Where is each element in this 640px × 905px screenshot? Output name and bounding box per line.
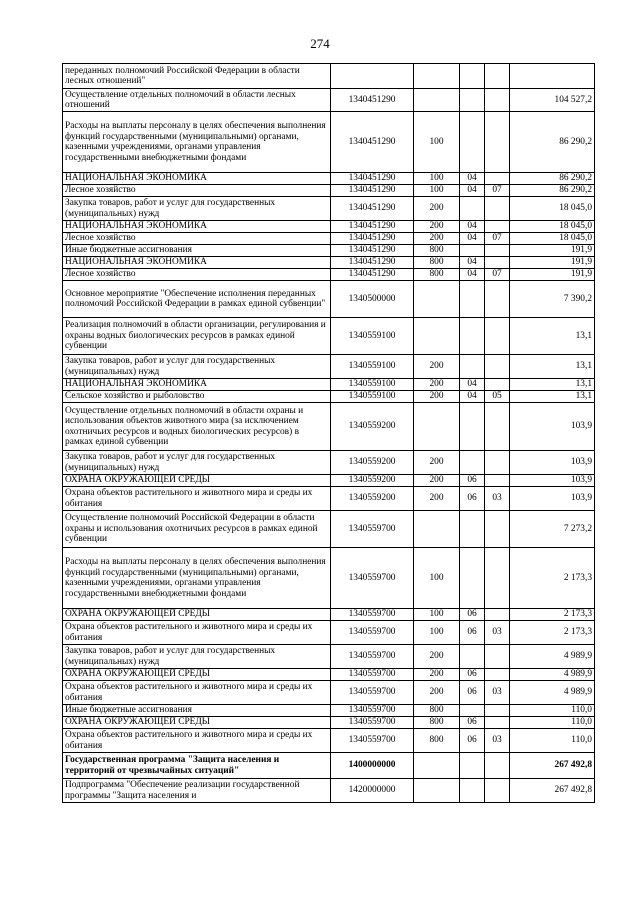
table-row bbox=[63, 269, 595, 281]
row-subsection-code bbox=[485, 548, 510, 609]
table-row bbox=[63, 379, 595, 391]
row-expense-type-code: 800 bbox=[414, 245, 460, 257]
row-name: Лесное хозяйство bbox=[63, 233, 331, 245]
row-expense-type-code bbox=[414, 779, 460, 803]
table-row bbox=[63, 233, 595, 245]
row-expense-type-code: 200 bbox=[414, 669, 460, 681]
row-subsection-code bbox=[485, 705, 510, 717]
row-section-code: 04 bbox=[460, 233, 485, 245]
row-section-code bbox=[460, 64, 485, 89]
row-amount: 2 173,3 bbox=[510, 548, 595, 609]
row-subsection-code bbox=[485, 197, 510, 221]
row-expense-type-code: 800 bbox=[414, 729, 460, 753]
row-section-code bbox=[460, 779, 485, 803]
row-subsection-code bbox=[485, 379, 510, 391]
row-amount: 18 045,0 bbox=[510, 221, 595, 233]
row-section-code bbox=[460, 245, 485, 257]
row-expense-type-code: 200 bbox=[414, 197, 460, 221]
table-row bbox=[63, 173, 595, 185]
row-name: НАЦИОНАЛЬНАЯ ЭКОНОМИКА bbox=[63, 173, 331, 185]
row-expense-type-code: 200 bbox=[414, 645, 460, 669]
row-target-article-code: 1340559700 bbox=[331, 669, 414, 681]
row-name: Закупка товаров, работ и услуг для государственных (муниципальных) нужд bbox=[63, 355, 331, 379]
row-name: Иные бюджетные ассигнования bbox=[63, 245, 331, 257]
row-target-article-code: 1340451290 bbox=[331, 269, 414, 281]
row-subsection-code bbox=[485, 403, 510, 451]
row-name: Закупка товаров, работ и услуг для государственных (муниципальных) нужд bbox=[63, 645, 331, 669]
row-amount: 13,1 bbox=[510, 379, 595, 391]
row-subsection-code bbox=[485, 257, 510, 269]
row-expense-type-code bbox=[414, 511, 460, 548]
row-section-code: 06 bbox=[460, 475, 485, 487]
row-name: ОХРАНА ОКРУЖАЮЩЕЙ СРЕДЫ bbox=[63, 717, 331, 729]
row-amount: 191,9 bbox=[510, 245, 595, 257]
row-subsection-code bbox=[485, 355, 510, 379]
row-subsection-code: 05 bbox=[485, 391, 510, 403]
row-subsection-code bbox=[485, 753, 510, 779]
row-expense-type-code bbox=[414, 89, 460, 112]
table-row bbox=[63, 245, 595, 257]
table-row bbox=[63, 705, 595, 717]
row-name: Охрана объектов растительного и животного мира и среды их обитания bbox=[63, 681, 331, 705]
row-expense-type-code: 800 bbox=[414, 257, 460, 269]
row-section-code: 06 bbox=[460, 669, 485, 681]
row-section-code: 04 bbox=[460, 221, 485, 233]
row-amount: 267 492,8 bbox=[510, 779, 595, 803]
row-subsection-code: 07 bbox=[485, 233, 510, 245]
row-target-article-code: 1340451290 bbox=[331, 221, 414, 233]
row-expense-type-code: 800 bbox=[414, 717, 460, 729]
row-target-article-code: 1340559100 bbox=[331, 318, 414, 355]
row-subsection-code bbox=[485, 221, 510, 233]
row-section-code bbox=[460, 318, 485, 355]
row-subsection-code bbox=[485, 511, 510, 548]
row-amount: 103,9 bbox=[510, 451, 595, 475]
row-target-article-code: 1340559700 bbox=[331, 645, 414, 669]
row-amount: 13,1 bbox=[510, 355, 595, 379]
row-name: Иные бюджетные ассигнования bbox=[63, 705, 331, 717]
row-amount: 110,0 bbox=[510, 717, 595, 729]
row-name: Осуществление отдельных полномочий в области охраны и использования объектов животного мира (за исключением охотничьих ресурсов и водных биологических ресурсов) в рамках единой субвенции bbox=[63, 403, 331, 451]
table-row bbox=[63, 779, 595, 803]
row-subsection-code: 03 bbox=[485, 487, 510, 511]
row-amount: 86 290,2 bbox=[510, 112, 595, 173]
row-amount: 18 045,0 bbox=[510, 197, 595, 221]
row-section-code: 06 bbox=[460, 681, 485, 705]
row-expense-type-code: 200 bbox=[414, 233, 460, 245]
row-target-article-code: 1340451290 bbox=[331, 173, 414, 185]
row-name: ОХРАНА ОКРУЖАЮЩЕЙ СРЕДЫ bbox=[63, 475, 331, 487]
row-name: НАЦИОНАЛЬНАЯ ЭКОНОМИКА bbox=[63, 257, 331, 269]
row-expense-type-code: 800 bbox=[414, 705, 460, 717]
row-section-code: 06 bbox=[460, 621, 485, 645]
row-target-article-code: 1400000000 bbox=[331, 753, 414, 779]
table-row bbox=[63, 197, 595, 221]
row-target-article-code: 1340559700 bbox=[331, 548, 414, 609]
page-number: 274 bbox=[310, 36, 330, 51]
row-section-code: 06 bbox=[460, 487, 485, 511]
row-expense-type-code: 200 bbox=[414, 379, 460, 391]
row-section-code: 04 bbox=[460, 257, 485, 269]
row-target-article-code: 1340559100 bbox=[331, 355, 414, 379]
table-row bbox=[63, 451, 595, 475]
row-target-article-code: 1340559700 bbox=[331, 621, 414, 645]
row-section-code bbox=[460, 403, 485, 451]
row-expense-type-code: 100 bbox=[414, 185, 460, 197]
row-subsection-code bbox=[485, 64, 510, 89]
row-amount: 86 290,2 bbox=[510, 185, 595, 197]
row-subsection-code bbox=[485, 609, 510, 621]
row-subsection-code bbox=[485, 245, 510, 257]
table-row bbox=[63, 403, 595, 451]
row-section-code bbox=[460, 112, 485, 173]
row-name: Лесное хозяйство bbox=[63, 185, 331, 197]
row-amount: 103,9 bbox=[510, 475, 595, 487]
row-target-article-code: 1340451290 bbox=[331, 112, 414, 173]
table-row bbox=[63, 64, 595, 89]
row-amount: 18 045,0 bbox=[510, 233, 595, 245]
row-section-code: 04 bbox=[460, 379, 485, 391]
row-section-code bbox=[460, 89, 485, 112]
row-target-article-code: 1340451290 bbox=[331, 245, 414, 257]
row-expense-type-code: 200 bbox=[414, 487, 460, 511]
row-section-code bbox=[460, 197, 485, 221]
row-name: ОХРАНА ОКРУЖАЮЩЕЙ СРЕДЫ bbox=[63, 669, 331, 681]
row-target-article-code: 1340559100 bbox=[331, 391, 414, 403]
row-target-article-code: 1340451290 bbox=[331, 197, 414, 221]
row-subsection-code bbox=[485, 475, 510, 487]
row-amount: 267 492,8 bbox=[510, 753, 595, 779]
row-target-article-code: 1340559700 bbox=[331, 609, 414, 621]
table-row bbox=[63, 717, 595, 729]
row-expense-type-code: 100 bbox=[414, 112, 460, 173]
row-amount: 2 173,3 bbox=[510, 621, 595, 645]
table-row bbox=[63, 669, 595, 681]
row-section-code bbox=[460, 548, 485, 609]
row-subsection-code: 03 bbox=[485, 621, 510, 645]
row-target-article-code: 1340451290 bbox=[331, 233, 414, 245]
row-expense-type-code: 200 bbox=[414, 475, 460, 487]
row-amount: 7 273,2 bbox=[510, 511, 595, 548]
row-expense-type-code: 200 bbox=[414, 681, 460, 705]
row-subsection-code: 07 bbox=[485, 185, 510, 197]
row-name: ОХРАНА ОКРУЖАЮЩЕЙ СРЕДЫ bbox=[63, 609, 331, 621]
row-amount: 13,1 bbox=[510, 391, 595, 403]
row-expense-type-code bbox=[414, 64, 460, 89]
table-row bbox=[63, 185, 595, 197]
row-expense-type-code: 200 bbox=[414, 391, 460, 403]
row-name: Осуществление отдельных полномочий в области лесных отношений bbox=[63, 89, 331, 112]
row-section-code bbox=[460, 511, 485, 548]
row-subsection-code bbox=[485, 451, 510, 475]
row-amount: 104 527,2 bbox=[510, 89, 595, 112]
row-target-article-code: 1340451290 bbox=[331, 257, 414, 269]
row-section-code bbox=[460, 451, 485, 475]
budget-table bbox=[62, 63, 595, 803]
budget-table-body bbox=[63, 64, 595, 803]
row-expense-type-code: 100 bbox=[414, 621, 460, 645]
row-amount: 110,0 bbox=[510, 705, 595, 717]
row-name: НАЦИОНАЛЬНАЯ ЭКОНОМИКА bbox=[63, 221, 331, 233]
row-subsection-code: 07 bbox=[485, 269, 510, 281]
row-section-code: 04 bbox=[460, 391, 485, 403]
row-target-article-code: 1340559200 bbox=[331, 475, 414, 487]
row-target-article-code: 1340451290 bbox=[331, 185, 414, 197]
row-amount: 7 390,2 bbox=[510, 281, 595, 318]
row-expense-type-code bbox=[414, 281, 460, 318]
row-expense-type-code: 800 bbox=[414, 269, 460, 281]
row-subsection-code bbox=[485, 717, 510, 729]
row-subsection-code bbox=[485, 173, 510, 185]
row-name: Охрана объектов растительного и животного мира и среды их обитания bbox=[63, 729, 331, 753]
row-amount: 103,9 bbox=[510, 487, 595, 511]
table-row bbox=[63, 281, 595, 318]
row-section-code: 06 bbox=[460, 717, 485, 729]
row-subsection-code bbox=[485, 669, 510, 681]
row-target-article-code: 1340559100 bbox=[331, 379, 414, 391]
row-target-article-code: 1340500000 bbox=[331, 281, 414, 318]
table-row bbox=[63, 681, 595, 705]
row-name: переданных полномочий Российской Федерации в области лесных отношений" bbox=[63, 64, 331, 89]
row-amount: 191,9 bbox=[510, 257, 595, 269]
row-subsection-code bbox=[485, 89, 510, 112]
table-row bbox=[63, 318, 595, 355]
row-amount: 2 173,3 bbox=[510, 609, 595, 621]
row-amount: 4 989,9 bbox=[510, 669, 595, 681]
row-amount bbox=[510, 64, 595, 89]
table-row bbox=[63, 753, 595, 779]
row-subsection-code bbox=[485, 779, 510, 803]
row-target-article-code: 1340451290 bbox=[331, 89, 414, 112]
table-row bbox=[63, 729, 595, 753]
row-subsection-code bbox=[485, 112, 510, 173]
row-name: Государственная программа "Защита населения и территорий от чрезвычайных ситуаций" bbox=[63, 753, 331, 779]
table-row bbox=[63, 89, 595, 112]
row-name: Реализация полномочий в области организации, регулирования и охраны водных биологических ресурсов в рамках единой субвенции bbox=[63, 318, 331, 355]
row-name: Охрана объектов растительного и животного мира и среды их обитания bbox=[63, 621, 331, 645]
row-target-article-code: 1340559700 bbox=[331, 511, 414, 548]
row-expense-type-code bbox=[414, 753, 460, 779]
row-expense-type-code bbox=[414, 403, 460, 451]
row-amount: 4 989,9 bbox=[510, 681, 595, 705]
row-section-code bbox=[460, 645, 485, 669]
table-row bbox=[63, 487, 595, 511]
row-target-article-code: 1340559700 bbox=[331, 681, 414, 705]
row-target-article-code: 1340559200 bbox=[331, 451, 414, 475]
row-amount: 13,1 bbox=[510, 318, 595, 355]
table-row bbox=[63, 609, 595, 621]
row-expense-type-code: 100 bbox=[414, 173, 460, 185]
row-section-code bbox=[460, 281, 485, 318]
row-subsection-code: 03 bbox=[485, 681, 510, 705]
row-expense-type-code: 200 bbox=[414, 221, 460, 233]
row-section-code bbox=[460, 753, 485, 779]
table-row bbox=[63, 221, 595, 233]
table-row bbox=[63, 548, 595, 609]
row-target-article-code: 1340559700 bbox=[331, 705, 414, 717]
table-row bbox=[63, 355, 595, 379]
table-row bbox=[63, 257, 595, 269]
row-target-article-code bbox=[331, 64, 414, 89]
row-name: Расходы на выплаты персоналу в целях обеспечения выполнения функций государственными (муниципальными) органами, казенными учреждениями, органами управления государственными внебюджетными фондами bbox=[63, 112, 331, 173]
row-name: Охрана объектов растительного и животного мира и среды их обитания bbox=[63, 487, 331, 511]
row-expense-type-code: 100 bbox=[414, 609, 460, 621]
row-section-code bbox=[460, 355, 485, 379]
row-section-code bbox=[460, 705, 485, 717]
row-amount: 86 290,2 bbox=[510, 173, 595, 185]
row-target-article-code: 1340559700 bbox=[331, 717, 414, 729]
row-expense-type-code bbox=[414, 318, 460, 355]
row-name: Подпрограмма "Обеспечение реализации государственной программы "Защита населения и bbox=[63, 779, 331, 803]
row-amount: 191,9 bbox=[510, 269, 595, 281]
row-amount: 110,0 bbox=[510, 729, 595, 753]
row-expense-type-code: 100 bbox=[414, 548, 460, 609]
row-section-code: 04 bbox=[460, 185, 485, 197]
table-row bbox=[63, 475, 595, 487]
row-subsection-code bbox=[485, 281, 510, 318]
row-name: Осуществление полномочий Российской Федерации в области охраны и использования охотничьих ресурсов в рамках единой субвенции bbox=[63, 511, 331, 548]
table-row bbox=[63, 621, 595, 645]
row-name: Лесное хозяйство bbox=[63, 269, 331, 281]
row-expense-type-code: 200 bbox=[414, 355, 460, 379]
row-name: Закупка товаров, работ и услуг для государственных (муниципальных) нужд bbox=[63, 451, 331, 475]
row-name: Закупка товаров, работ и услуг для государственных (муниципальных) нужд bbox=[63, 197, 331, 221]
row-target-article-code: 1340559200 bbox=[331, 487, 414, 511]
row-subsection-code bbox=[485, 318, 510, 355]
row-section-code: 06 bbox=[460, 729, 485, 753]
table-row bbox=[63, 391, 595, 403]
table-row bbox=[63, 112, 595, 173]
row-section-code: 04 bbox=[460, 269, 485, 281]
row-target-article-code: 1420000000 bbox=[331, 779, 414, 803]
table-row bbox=[63, 645, 595, 669]
row-target-article-code: 1340559700 bbox=[331, 729, 414, 753]
row-section-code: 04 bbox=[460, 173, 485, 185]
row-subsection-code bbox=[485, 645, 510, 669]
row-name: Основное мероприятие "Обеспечение исполнения переданных полномочий Российской Федерации в рамках единой субвенции" bbox=[63, 281, 331, 318]
row-amount: 4 989,9 bbox=[510, 645, 595, 669]
row-name: Сельское хозяйство и рыболовство bbox=[63, 391, 331, 403]
row-expense-type-code: 200 bbox=[414, 451, 460, 475]
row-section-code: 06 bbox=[460, 609, 485, 621]
row-subsection-code: 03 bbox=[485, 729, 510, 753]
row-amount: 103,9 bbox=[510, 403, 595, 451]
table-row bbox=[63, 511, 595, 548]
row-name: Расходы на выплаты персоналу в целях обеспечения выполнения функций государственными (муниципальными) органами, казенными учреждениями, органами управления государственными внебюджетными фондами bbox=[63, 548, 331, 609]
row-name: НАЦИОНАЛЬНАЯ ЭКОНОМИКА bbox=[63, 379, 331, 391]
row-target-article-code: 1340559200 bbox=[331, 403, 414, 451]
